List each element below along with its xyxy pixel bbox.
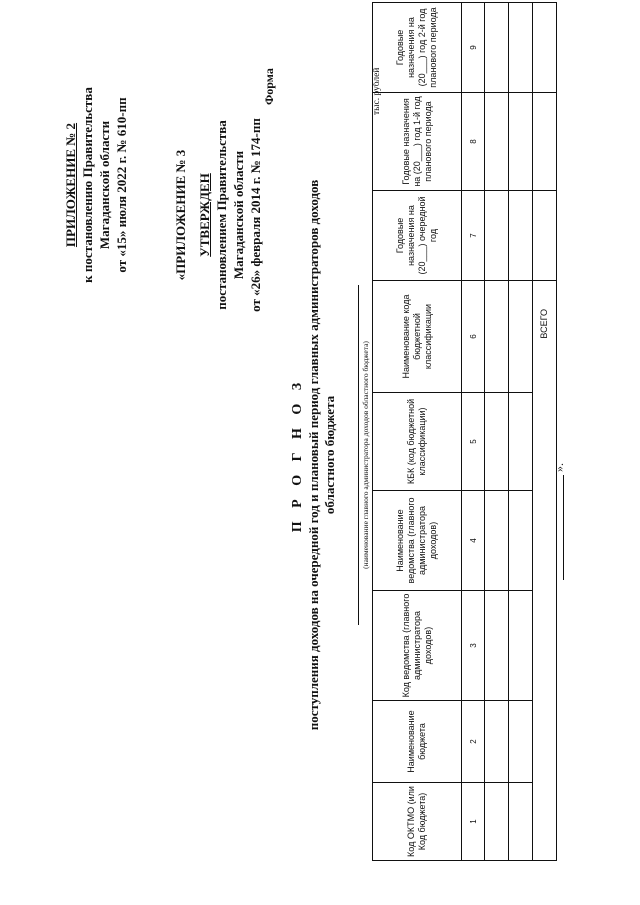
table-cell[interactable] xyxy=(509,191,533,281)
title-main: П Р О Г Н О З xyxy=(290,377,305,533)
header-cell: Годовые назначения на (20___) год 1-й год планового периода xyxy=(373,93,462,191)
admin-name-caption: (наименование главного администратора доходов областного бюджета) xyxy=(361,341,370,569)
units-label: тыс. рублей xyxy=(372,67,382,115)
table-cell[interactable] xyxy=(509,591,533,701)
table-cell[interactable] xyxy=(509,3,533,93)
header-cell: Годовые назначения на (20___) год 2-й год планового периода xyxy=(373,3,462,93)
table-cell[interactable] xyxy=(509,281,533,393)
column-number: 2 xyxy=(462,701,485,783)
total-row xyxy=(533,3,557,861)
form-label: Форма xyxy=(262,68,276,105)
table-cell[interactable] xyxy=(485,491,509,591)
closing-underline xyxy=(563,475,564,580)
header-cell: Код ведомства (главного администратора доходов) xyxy=(373,591,462,701)
table-cell[interactable] xyxy=(485,591,509,701)
table-row xyxy=(509,3,533,861)
column-number-row xyxy=(462,3,485,861)
header-cell: Наименование ведомства (главного администратора доходов) xyxy=(373,491,462,591)
approved-annex-title: «ПРИЛОЖЕНИЕ № 3 xyxy=(173,149,188,281)
title-line: областного бюджета xyxy=(322,395,337,515)
total-cell[interactable] xyxy=(533,93,557,191)
header-cell: Наименование бюджета xyxy=(373,701,462,783)
annex-line: к постановлению Правительства xyxy=(80,87,95,283)
approved-header xyxy=(172,30,264,400)
table-cell[interactable] xyxy=(509,701,533,783)
table-cell[interactable] xyxy=(509,393,533,491)
header-cell: Наименование кода бюджетной классификации xyxy=(373,281,462,393)
table-cell[interactable] xyxy=(485,701,509,783)
header-cell: КБК (код бюджетной классификации) xyxy=(373,393,462,491)
annex-line: Магаданской области xyxy=(97,120,112,250)
table-cell[interactable] xyxy=(485,281,509,393)
column-number: 8 xyxy=(462,93,485,191)
annex-date-line: от «15» июля 2022 г. № 610-пп xyxy=(114,97,129,273)
column-number: 7 xyxy=(462,191,485,281)
table-cell[interactable] xyxy=(509,93,533,191)
approved-line: постановлением Правительства xyxy=(214,120,229,310)
table-cell[interactable] xyxy=(509,491,533,591)
table-cell[interactable] xyxy=(485,3,509,93)
approved-date-line: от «26» февраля 2014 г. № 174-пп xyxy=(248,118,263,312)
table-cell[interactable] xyxy=(485,783,509,861)
annex-title: ПРИЛОЖЕНИЕ № 2 xyxy=(63,122,78,248)
approved-line: Магаданской области xyxy=(231,150,246,280)
column-number: 5 xyxy=(462,393,485,491)
table-cell[interactable] xyxy=(485,191,509,281)
total-cell[interactable] xyxy=(533,3,557,93)
table-header-row xyxy=(373,3,462,861)
column-number: 9 xyxy=(462,3,485,93)
admin-name-underline xyxy=(358,285,359,625)
annex-header xyxy=(62,20,130,350)
approved-word: УТВЕРЖДЕН xyxy=(197,173,212,257)
total-label: ВСЕГО xyxy=(533,281,557,861)
column-number: 3 xyxy=(462,591,485,701)
document-title xyxy=(290,85,338,825)
table-cell[interactable] xyxy=(509,783,533,861)
table-row xyxy=(485,3,509,861)
table-cell[interactable] xyxy=(485,93,509,191)
column-number: 4 xyxy=(462,491,485,591)
column-number: 1 xyxy=(462,783,485,861)
column-number: 6 xyxy=(462,281,485,393)
header-cell: Код ОКТМО (или Код бюджета) xyxy=(373,783,462,861)
total-cell[interactable] xyxy=(533,191,557,281)
forecast-table xyxy=(372,2,557,861)
header-cell: Годовые назначения на (20___) очередной год xyxy=(373,191,462,281)
title-line: поступления доходов на очередной год и плановый период главных администраторов доходов xyxy=(306,179,321,731)
table-cell[interactable] xyxy=(485,393,509,491)
closing-mark: ». xyxy=(552,463,566,472)
